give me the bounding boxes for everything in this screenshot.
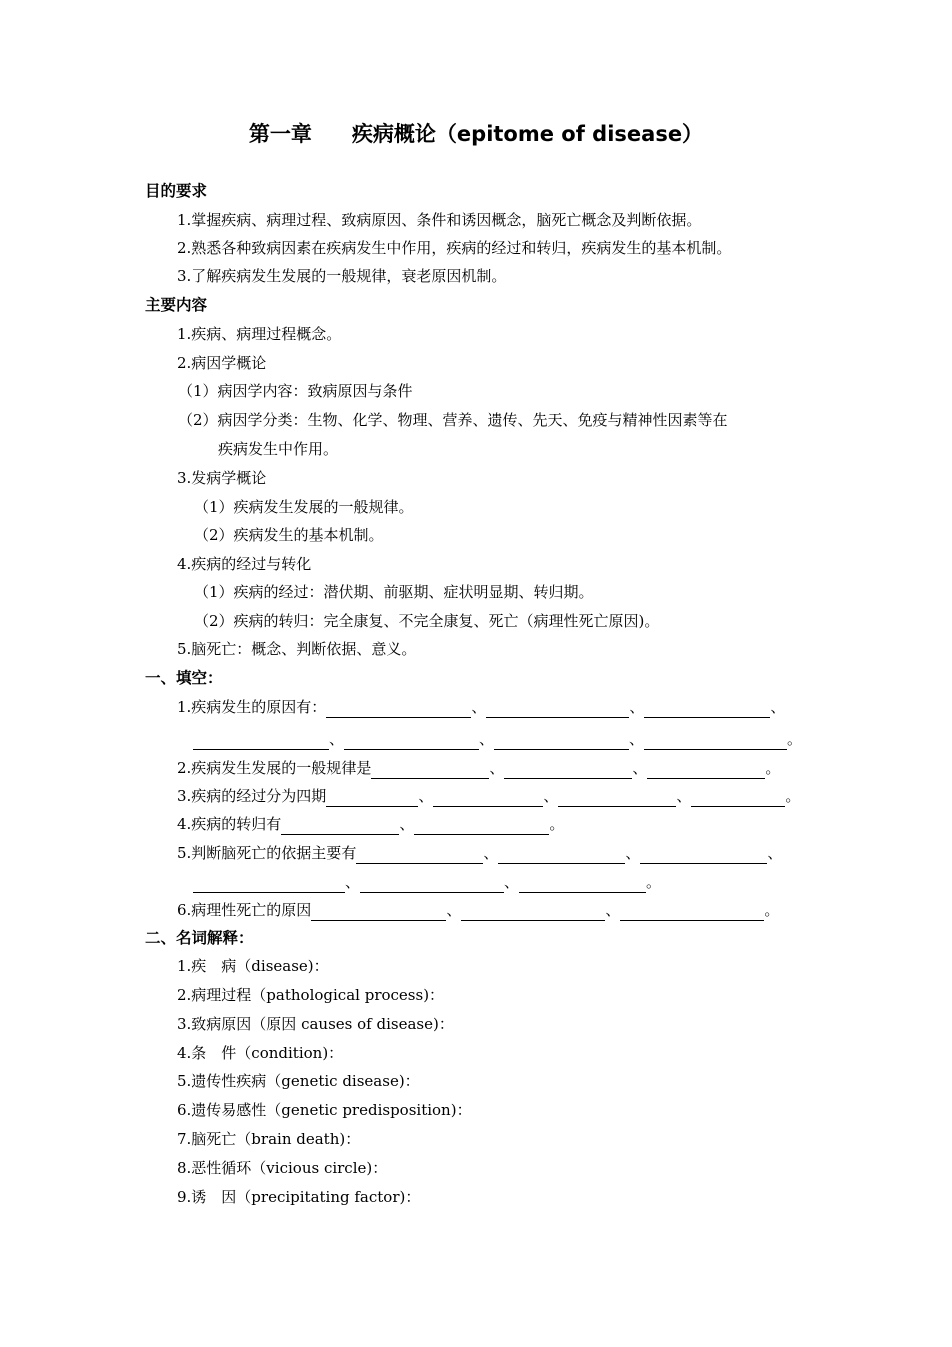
term-item: 6.遗传易感性（genetic predisposition)： — [177, 1101, 472, 1119]
objectives-heading: 目的要求 — [145, 182, 208, 200]
answer-blank[interactable] — [360, 875, 504, 893]
answer-blank[interactable] — [558, 789, 676, 807]
content-line: （1）疾病发生发展的一般规律。 — [194, 498, 414, 516]
fill-question-3: 3.疾病的经过分为四期 、 、 、 。 — [177, 787, 801, 805]
content-line: （2）病因学分类：生物、化学、物理、营养、遗传、先天、免疫与精神性因素等在 — [178, 411, 728, 429]
fill-question-6: 6.病理性死亡的原因 、 、 。 — [177, 901, 780, 919]
content-line: （2）疾病发生的基本机制。 — [194, 526, 384, 544]
answer-blank[interactable] — [620, 903, 764, 921]
term-item: 1.疾 病（disease)： — [177, 957, 329, 975]
chapter-topic: 疾病概论（epitome of disease） — [351, 122, 704, 146]
answer-blank[interactable] — [193, 732, 329, 750]
chapter-number: 第一章 — [248, 122, 312, 146]
chapter-title — [0, 118, 952, 148]
answer-blank[interactable] — [494, 732, 629, 750]
answer-blank[interactable] — [640, 846, 767, 864]
answer-blank[interactable] — [356, 846, 483, 864]
fill-question-5: 5.判断脑死亡的依据主要有 、 、 、 — [177, 844, 783, 862]
answer-blank[interactable] — [519, 875, 646, 893]
content-line: （2）疾病的转归：完全康复、不完全康复、死亡（病理性死亡原因)。 — [194, 612, 660, 630]
answer-blank[interactable] — [326, 789, 418, 807]
fill-question-2: 2.疾病发生发展的一般规律是 、 、 。 — [177, 759, 781, 777]
fill-question-1: 1.疾病发生的原因有： 、 、 、 — [177, 698, 786, 716]
content-line: 1.疾病、病理过程概念。 — [177, 325, 342, 343]
answer-blank[interactable] — [311, 903, 446, 921]
answer-blank[interactable] — [504, 761, 632, 779]
objective-item: 3.了解疾病发生发展的一般规律，衰老原因机制。 — [177, 267, 507, 285]
answer-blank[interactable] — [647, 761, 765, 779]
terms-heading: 二、名词解释： — [145, 929, 254, 947]
term-item: 5.遗传性疾病（genetic disease)： — [177, 1072, 420, 1090]
answer-blank[interactable] — [326, 700, 471, 718]
answer-blank[interactable] — [344, 732, 479, 750]
fill-question-4: 4.疾病的转归有 、 。 — [177, 815, 565, 833]
content-line: 4.疾病的经过与转化 — [177, 555, 312, 573]
term-item: 3.致病原因（原因 causes of disease)： — [177, 1015, 454, 1033]
answer-blank[interactable] — [193, 875, 345, 893]
term-item: 9.诱 因（precipitating factor)： — [177, 1188, 421, 1206]
answer-blank[interactable] — [433, 789, 543, 807]
content-line: （1）病因学内容：致病原因与条件 — [178, 382, 413, 400]
answer-blank[interactable] — [691, 789, 785, 807]
objective-item: 2.熟悉各种致病因素在疾病发生中作用，疾病的经过和转归，疾病发生的基本机制。 — [177, 239, 732, 257]
content-line: 3.发病学概论 — [177, 469, 267, 487]
term-item: 8.恶性循环（vicious circle)： — [177, 1159, 388, 1177]
answer-blank[interactable] — [461, 903, 605, 921]
content-heading: 主要内容 — [145, 296, 208, 314]
answer-blank[interactable] — [486, 700, 629, 718]
content-line: 5.脑死亡：概念、判断依据、意义。 — [177, 640, 417, 658]
answer-blank[interactable] — [644, 700, 770, 718]
answer-blank[interactable] — [414, 817, 549, 835]
content-line: 疾病发生中作用。 — [218, 440, 339, 458]
content-line: 2.病因学概论 — [177, 354, 267, 372]
objective-item: 1.掌握疾病、病理过程、致病原因、条件和诱因概念，脑死亡概念及判断依据。 — [177, 211, 702, 229]
term-item: 7.脑死亡（brain death)： — [177, 1130, 361, 1148]
answer-blank[interactable] — [498, 846, 625, 864]
fill-question-1-cont: 、 、 、 。 — [193, 728, 802, 750]
fill-question-5-cont: 、 、 。 — [193, 871, 661, 893]
content-line: （1）疾病的经过：潜伏期、前驱期、症状明显期、转归期。 — [194, 583, 594, 601]
answer-blank[interactable] — [281, 817, 399, 835]
answer-blank[interactable] — [371, 761, 489, 779]
fill-heading: 一、填空： — [145, 669, 223, 687]
answer-blank[interactable] — [644, 732, 787, 750]
term-item: 4.条 件（condition)： — [177, 1044, 344, 1062]
term-item: 2.病理过程（pathological process)： — [177, 986, 445, 1004]
